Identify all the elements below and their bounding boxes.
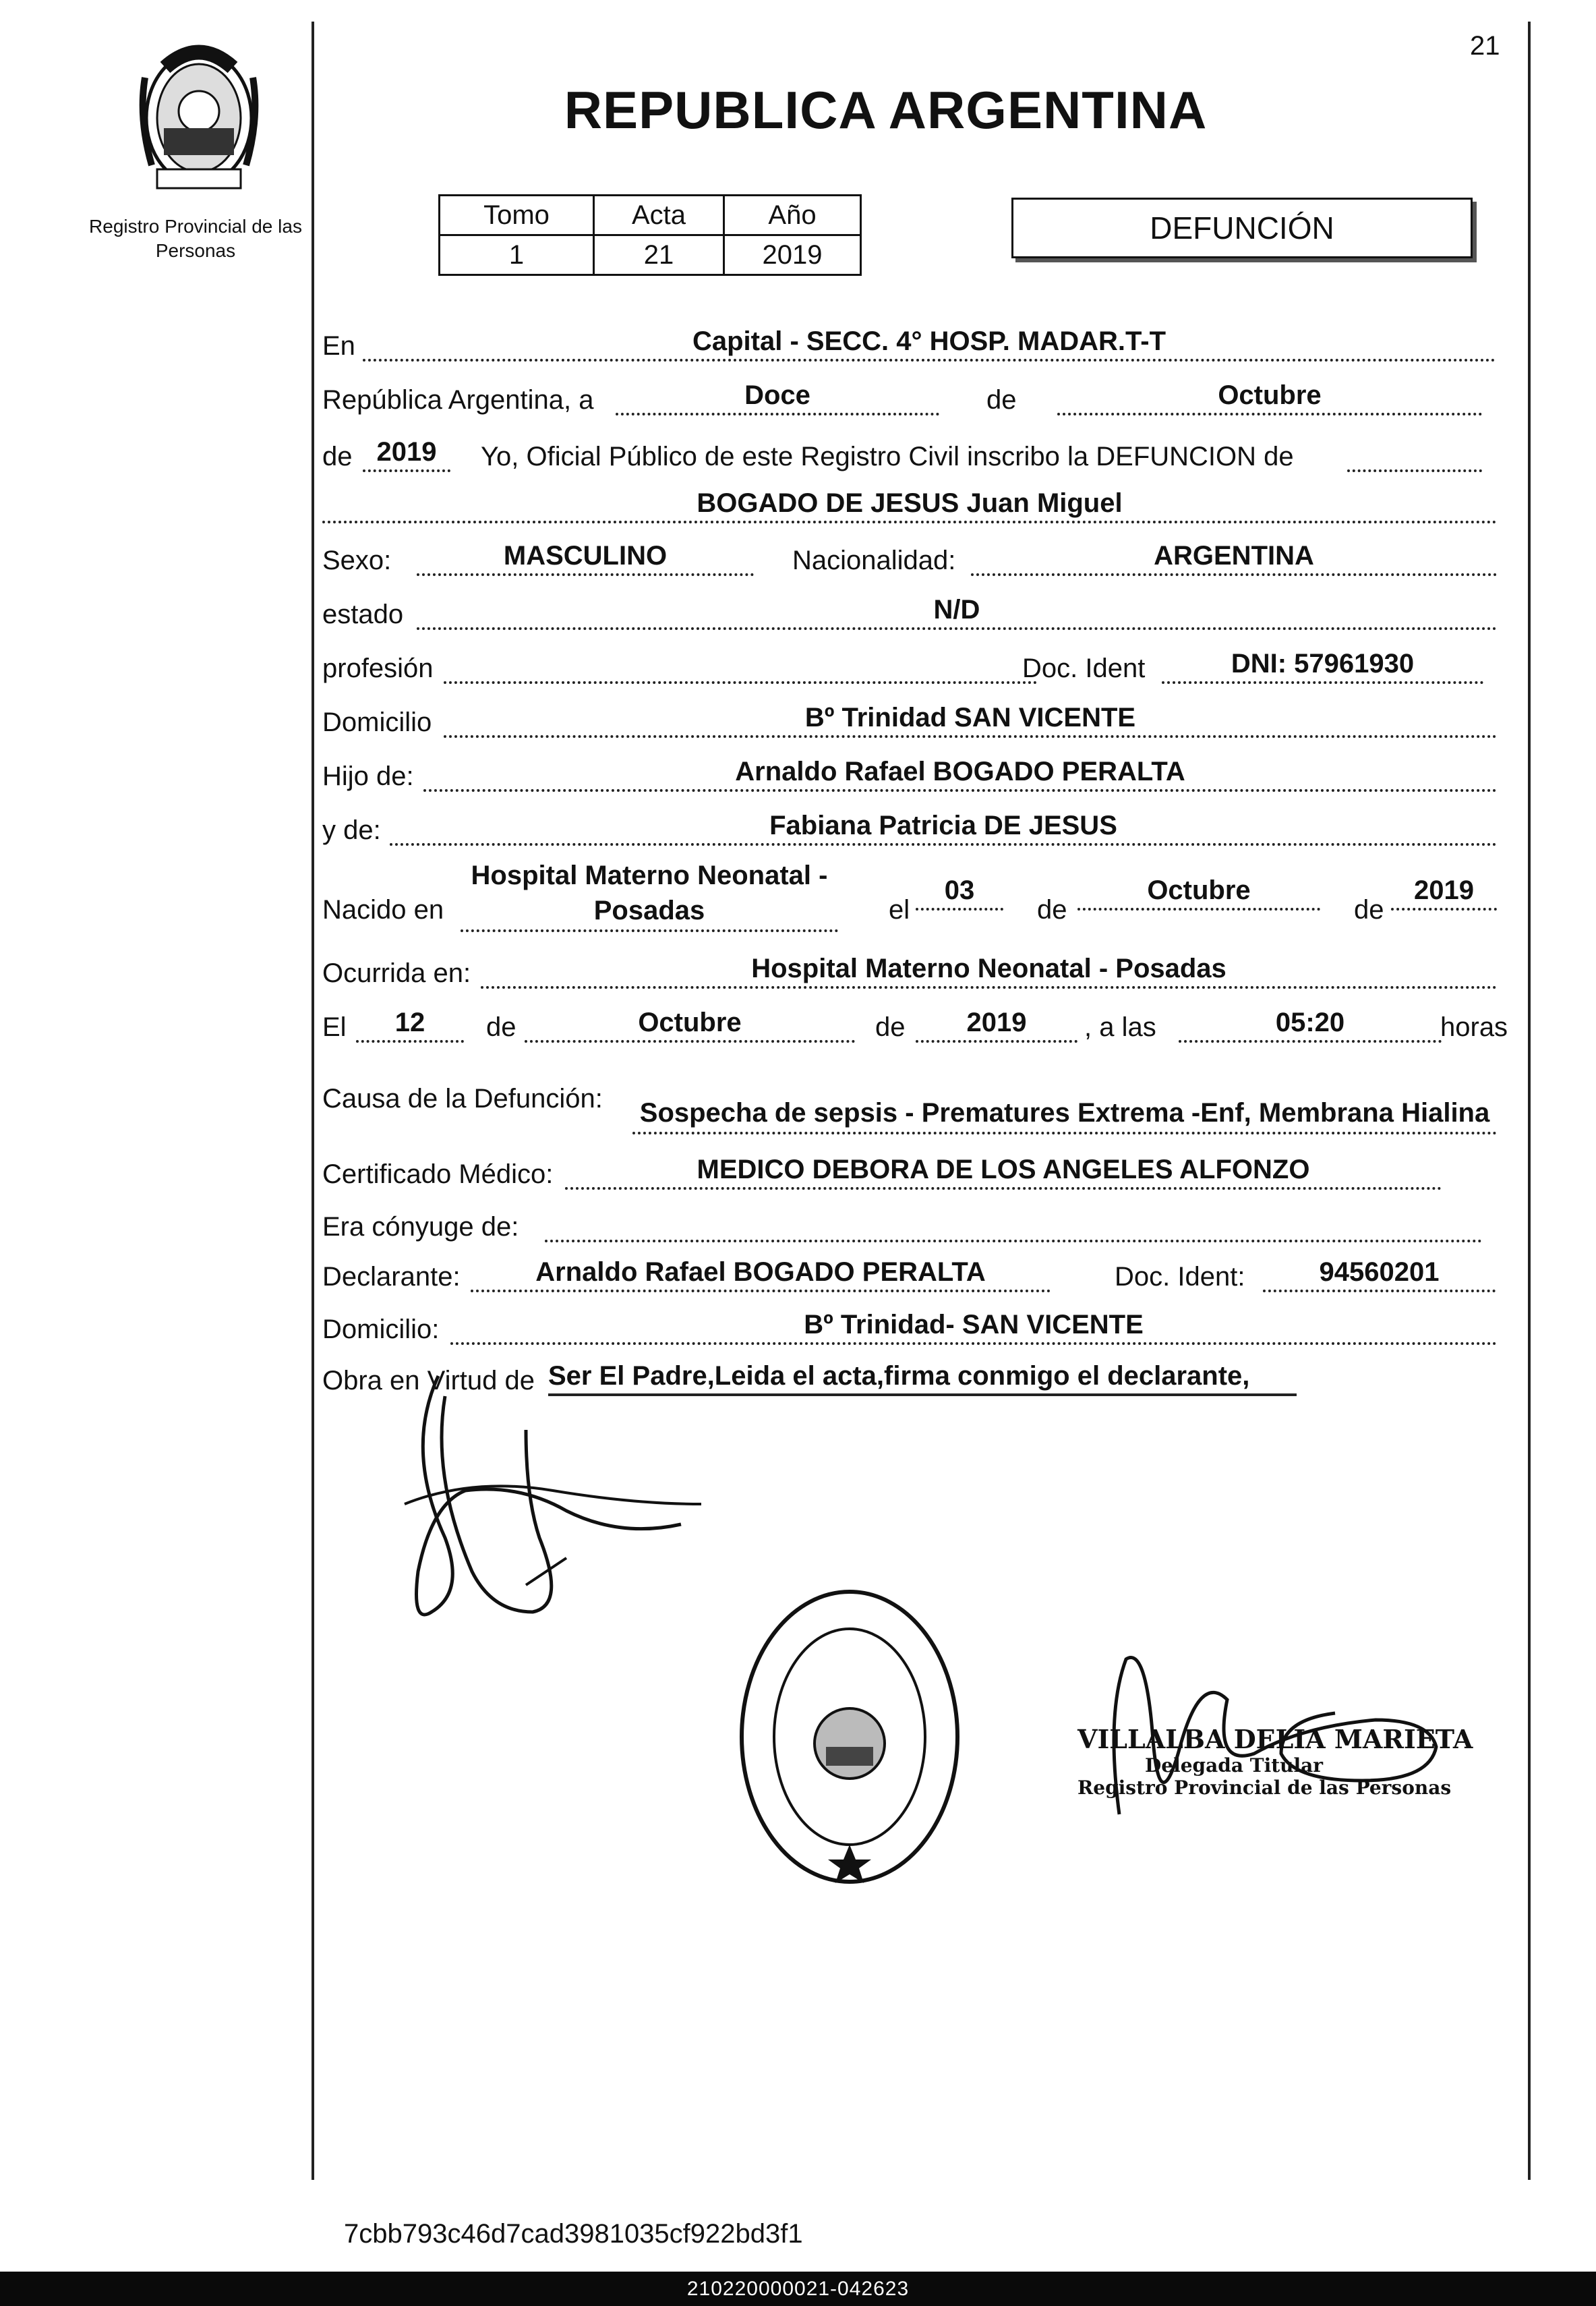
- hora-value: 05:20: [1179, 1006, 1442, 1043]
- row-causa: [322, 1060, 1497, 1140]
- official-name-stamp: [1077, 1724, 1473, 1799]
- declarant-signature: [364, 1369, 715, 1666]
- madre-value: Fabiana Patricia DE JESUS: [390, 809, 1497, 846]
- estado-value: N/D: [417, 594, 1497, 630]
- row-sexo: [322, 540, 1497, 581]
- lugar-value: Capital - SECC. 4° HOSP. MADAR.T-T: [363, 325, 1496, 362]
- yde-label: y de:: [322, 815, 381, 845]
- el-label: el: [889, 895, 910, 925]
- nacionalidad-label: Nacionalidad:: [792, 546, 956, 575]
- decl-dom-value: Bº Trinidad- SAN VICENTE: [450, 1308, 1497, 1345]
- record-table-header-row: [440, 196, 861, 235]
- anio-header: Año: [724, 196, 861, 235]
- decl-doc-label: Doc. Ident:: [1115, 1262, 1245, 1292]
- row-fecha-defuncion: [322, 1006, 1508, 1048]
- causa-label: Causa de la Defunción:: [322, 1084, 603, 1114]
- document-title: REPUBLICA ARGENTINA: [564, 80, 1208, 140]
- texto-oficial: Yo, Oficial Público de este Registro Civil inscribo la DEFUNCION de: [481, 442, 1294, 471]
- row-declarante: [322, 1256, 1497, 1298]
- anio-value: 2019: [724, 235, 861, 275]
- fecha-label: República Argentina, a: [322, 385, 594, 415]
- row-padre: [322, 755, 1497, 797]
- estado-label: estado: [322, 600, 404, 629]
- certificado-label: Certificado Médico:: [322, 1159, 554, 1189]
- nacido-label: Nacido en: [322, 895, 444, 925]
- conyuge-value: [545, 1206, 1482, 1242]
- def-anio-value: 2019: [916, 1006, 1077, 1043]
- tomo-value: 1: [440, 235, 594, 275]
- profesion-label: profesión: [322, 654, 434, 683]
- record-table-value-row: [440, 235, 861, 275]
- mes-value: Octubre: [1057, 379, 1482, 415]
- page-number: 21: [1470, 31, 1500, 61]
- decl-dom-label: Domicilio:: [322, 1315, 440, 1344]
- obra-label: Obra en Virtud de: [322, 1366, 535, 1395]
- row-ocurrida: [322, 952, 1497, 994]
- official-title: Delegada Titular: [1145, 1754, 1324, 1777]
- certificado-value: MEDICO DEBORA DE LOS ANGELES ALFONZO: [565, 1153, 1442, 1190]
- ocurrida-label: Ocurrida en:: [322, 958, 471, 988]
- nac-dia-value: 03: [916, 874, 1003, 911]
- def-dia-value: 12: [356, 1006, 464, 1043]
- record-table: [438, 194, 862, 276]
- conyuge-label: Era cónyuge de:: [322, 1212, 519, 1242]
- obra-value: Ser El Padre,Leida el acta,firma conmigo el declarante,: [548, 1360, 1297, 1396]
- causa-value: Sospecha de sepsis - Prematures Extrema -Enf, Membrana Hialina: [632, 1095, 1497, 1134]
- row-estado: [322, 594, 1497, 635]
- row-decl-domicilio: [322, 1308, 1497, 1350]
- row-anio-oficial: [322, 436, 1497, 478]
- nac-anio-value: 2019: [1391, 874, 1497, 911]
- dia-letras-value: Doce: [616, 379, 939, 415]
- left-border-line: [312, 22, 314, 2180]
- row-certificado: [322, 1153, 1497, 1195]
- hijo-label: Hijo de:: [322, 761, 414, 791]
- doc-label: Doc. Ident: [1022, 654, 1146, 683]
- record-type-box: DEFUNCIÓN: [1011, 198, 1473, 258]
- acta-value: 21: [594, 235, 724, 275]
- official-org: Registro Provincial de las Personas: [1077, 1777, 1452, 1799]
- El-label: El: [322, 1012, 347, 1042]
- declarante-value: Arnaldo Rafael BOGADO PERALTA: [471, 1256, 1051, 1292]
- official-name: VILLALBA DELIA MARIETA: [1077, 1724, 1473, 1754]
- de1-label: de: [986, 385, 1017, 415]
- row-nombre: [322, 487, 1497, 529]
- oficial-trailing-line: [1347, 436, 1482, 472]
- nombre-value: BOGADO DE JESUS Juan Miguel: [322, 487, 1497, 523]
- lugar-label: En: [322, 331, 355, 361]
- de2-label: de: [322, 442, 353, 471]
- registry-caption: Registro Provincial de las Personas: [89, 216, 302, 261]
- sexo-value: MASCULINO: [417, 540, 754, 576]
- row-conyuge: [322, 1206, 1497, 1248]
- ocurrida-value: Hospital Materno Neonatal - Posadas: [481, 952, 1497, 989]
- right-border-line: [1528, 22, 1531, 2180]
- nac-de2-label: de: [1354, 895, 1384, 925]
- official-seal: [735, 1582, 964, 1892]
- row-lugar: [322, 325, 1497, 367]
- def-mes-value: Octubre: [525, 1006, 855, 1043]
- acta-header: Acta: [594, 196, 724, 235]
- document-hash: 7cbb793c46d7cad3981035cf922bd3f1: [344, 2219, 803, 2249]
- row-domicilio: [322, 701, 1497, 743]
- padre-value: Arnaldo Rafael BOGADO PERALTA: [423, 755, 1497, 792]
- def-de1-label: de: [486, 1012, 516, 1042]
- doc-value: DNI: 57961930: [1162, 647, 1483, 684]
- sexo-label: Sexo:: [322, 546, 392, 575]
- nacido-value: Hospital Materno Neonatal - Posadas: [461, 858, 838, 932]
- row-nacido: [322, 861, 1497, 938]
- decl-doc-value: 94560201: [1263, 1256, 1496, 1292]
- row-profesion: [322, 647, 1497, 689]
- nacionalidad-value: ARGENTINA: [971, 540, 1497, 576]
- declarante-label: Declarante:: [322, 1262, 461, 1292]
- row-madre: [322, 809, 1497, 851]
- nac-de1-label: de: [1037, 895, 1067, 925]
- horas-label: horas: [1440, 1012, 1508, 1042]
- tomo-header: Tomo: [440, 196, 594, 235]
- domicilio-value: Bº Trinidad SAN VICENTE: [444, 701, 1497, 738]
- row-fecha: [322, 379, 1497, 421]
- anio-value: 2019: [363, 436, 450, 472]
- alas-label: , a las: [1084, 1012, 1156, 1042]
- domicilio-label: Domicilio: [322, 708, 432, 737]
- def-de2-label: de: [875, 1012, 906, 1042]
- barcode-strip: 210220000021-042623: [0, 2272, 1596, 2306]
- nac-mes-value: Octubre: [1077, 874, 1320, 911]
- profesion-value: [444, 647, 1037, 684]
